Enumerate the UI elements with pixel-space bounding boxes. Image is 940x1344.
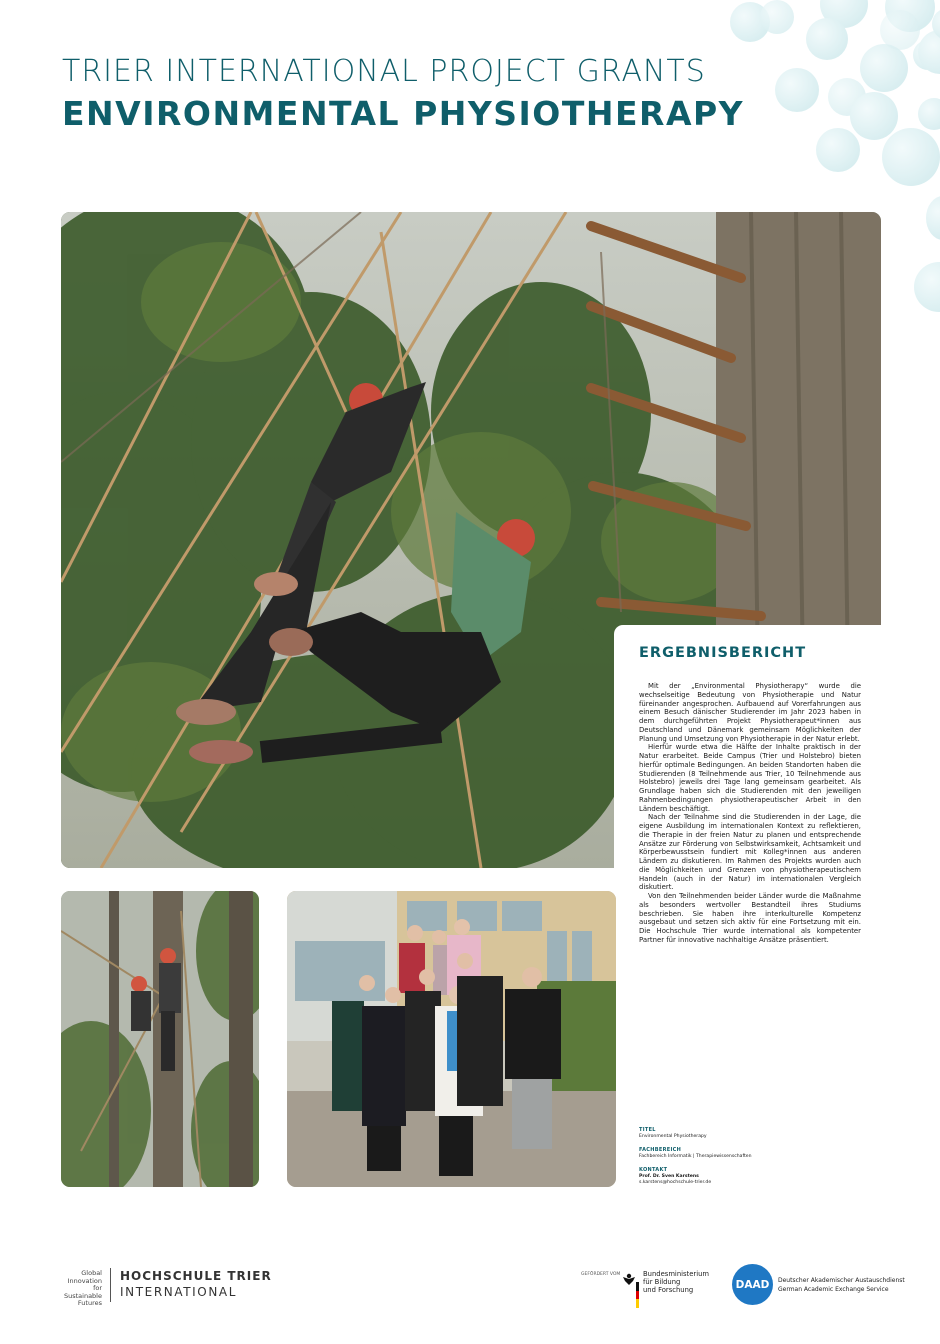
report-text bbox=[639, 682, 861, 945]
report-paragraph: Hierfür wurde etwa die Hälfte der Inhalte praktisch in der Natur erarbeitet. Beide Campus (Trier und Holstebro) bieten hierfür optimale Bedingungen. An beiden Standorten haben die Studierenden (8 Teilnehmende aus Trier, 10 Teilnehmende aus Holstebro) jeweils drei Tage lang gemeinsam gearbeitet. Als Grundlage haben sich die Studierenden mit den jeweiligen Rahmenbedingungen physiotherapeutischer Arbeit in den Ländern beschäftigt. bbox=[639, 743, 861, 813]
report-paragraph: Nach der Teilnahme sind die Studierenden in der Lage, die eigene Ausbildung im internationalen Kontext zu reflektieren, die Therapie in der freien Natur zu planen und entsprechende Ansätze zur Förderung von Selbstwirksamkeit, Achtsamkeit und Körperbewusstsein fundiert mit Kolleg*innen aus anderen Ländern zu diskutieren. Im Rahmen des Projekts wurden auch die Möglichkeiten und Grenzen von physiotherapeutischem Handeln (auch in der Natur) im internationalen Vergleich diskutiert. bbox=[639, 813, 861, 892]
photo-group bbox=[287, 891, 616, 1187]
slogan: Global Innovation for Sustainable Futures bbox=[63, 1269, 102, 1308]
daad-logo: DAAD bbox=[732, 1264, 773, 1305]
daad-name: Deutscher Akademischer Austauschdienst German Academic Exchange Service bbox=[778, 1277, 905, 1293]
contact-email[interactable]: s.karstens@hochschule-trier.de bbox=[639, 1180, 712, 1185]
university-name: HOCHSCHULE TRIER bbox=[120, 1269, 272, 1283]
project-title: ENVIRONMENTAL PHYSIOTHERAPY bbox=[62, 94, 745, 133]
logo-divider bbox=[110, 1268, 111, 1302]
german-flag-icon bbox=[636, 1282, 639, 1308]
meta-title-value: Environmental Physiotherapy bbox=[639, 1134, 707, 1139]
meta-department-value: Fachbereich Informatik | Therapiewissenschaften bbox=[639, 1154, 752, 1159]
ministry-name: Bundesministerium für Bildung und Forschung bbox=[643, 1270, 710, 1294]
meta-title bbox=[639, 1127, 707, 1140]
meta-department-label: FACHBEREICH bbox=[639, 1147, 682, 1153]
meta-department bbox=[639, 1147, 752, 1160]
program-title: TRIER INTERNATIONAL PROJECT GRANTS bbox=[62, 54, 706, 89]
meta-contact bbox=[639, 1167, 711, 1186]
report-heading: ERGEBNISBERICHT bbox=[639, 645, 807, 661]
meta-title-label: TITEL bbox=[639, 1127, 656, 1133]
funded-by-label: GEFÖRDERT VOM bbox=[581, 1272, 621, 1277]
university-subtitle: INTERNATIONAL bbox=[120, 1285, 238, 1299]
federal-eagle-icon bbox=[622, 1272, 636, 1286]
report-paragraph: Mit der „Environmental Physiotherapy“ wurde die wechselseitige Bedeutung von Physiotherapie und Natur füreinander angesprochen. Aufbauend auf Vorerfahrungen aus einem Besuch dänischer Studierender im Jahr 2023 haben in dem durchgeführten Projekt Physiotherapeut*innen aus Deutschland und Dänemark gemeinsam Möglichkeiten der Planung und Umsetzung von Physiotherapie in der Natur erlebt. bbox=[639, 682, 861, 743]
report-paragraph: Von den Teilnehmenden beider Länder wurde die Maßnahme als besonders wertvoller Bestandteil ihres Studiums beschrieben. Sie haben ihre interkulturelle Kompetenz ausgebaut und setzen sich aktiv für eine Fortsetzung mit ein. Die Hochschule Trier wurde international als kompetenter Partner für innovative nachhaltige Ansätze präsentiert. bbox=[639, 892, 861, 944]
poster-header bbox=[62, 52, 744, 136]
contact-name: Prof. Dr. Sven Karstens bbox=[639, 1174, 699, 1179]
meta-contact-label: KONTAKT bbox=[639, 1167, 668, 1173]
photo-tree-climbers bbox=[61, 891, 259, 1187]
